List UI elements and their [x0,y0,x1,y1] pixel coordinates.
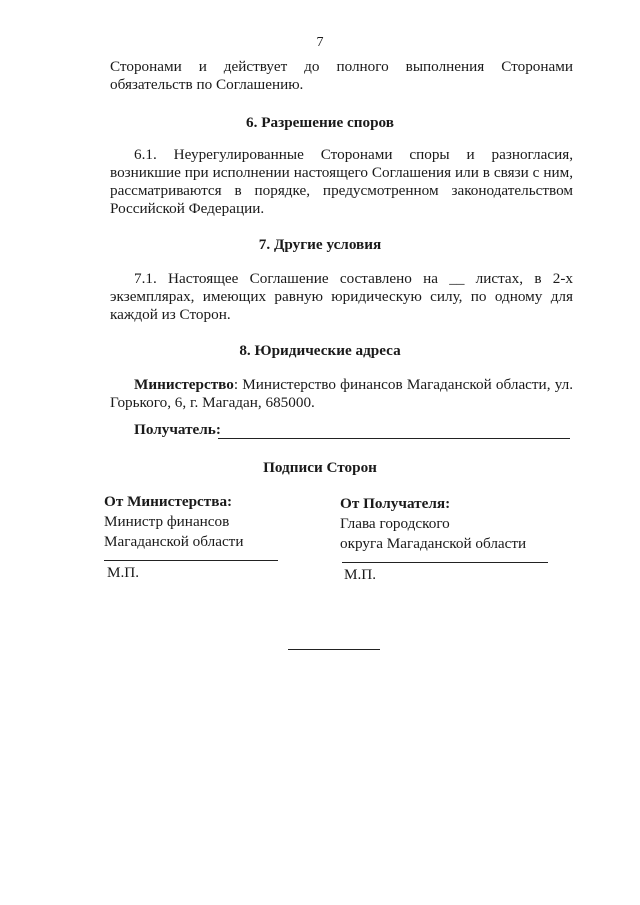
ministry-signer-position-line1: Министр финансов [104,513,230,530]
recipient-label: Получатель: [134,421,221,438]
recipient-signature-line [342,562,548,563]
ministry-signer-position-line2: Магаданской области [104,533,244,550]
section-6-heading: 6. Разрешение споров [246,114,394,131]
recipient-signature-title: От Получателя: [340,495,451,512]
section-8-heading: 8. Юридические адреса [239,342,401,359]
recipient-fill-line [218,438,570,439]
ministry-stamp-label: М.П. [107,564,140,581]
ministry-address-text: : Министерство финансов Магаданской области, ул. Горького, 6, г. Магадан, 685000. [110,376,573,411]
section-6-paragraph: 6.1. Неурегулированные Сторонами споры и разногласия, возникшие при исполнении настоящего Соглашения или в связи с ним, рассматриваются в порядке, предусмотренном законодательством Российской Федерации. [110,146,573,217]
ministry-address [110,376,573,412]
section-7-heading: 7. Другие условия [258,236,382,253]
recipient-signer-position-line2: округа Магаданской области [340,535,527,552]
ministry-signature-line [104,560,278,561]
document-end-rule [288,649,380,650]
recipient-signature-block [340,494,526,554]
section-7-paragraph: 7.1. Настоящее Соглашение составлено на __ листах, в 2-х экземплярах, имеющих равную юридическую силу, по одному для каждой из Сторон. [110,270,573,323]
page-number: 7 [316,35,324,50]
ministry-signature-title: От Министерства: [104,493,233,510]
ministry-label: Министерство [134,376,234,393]
signatures-heading: Подписи Сторон [263,459,377,476]
recipient-stamp-label: М.П. [344,566,377,583]
intro-paragraph: Сторонами и действует до полного выполнения Сторонами обязательств по Соглашению. [110,58,573,93]
ministry-signature-block [104,492,243,552]
recipient-signer-position-line1: Глава городского [340,515,450,532]
